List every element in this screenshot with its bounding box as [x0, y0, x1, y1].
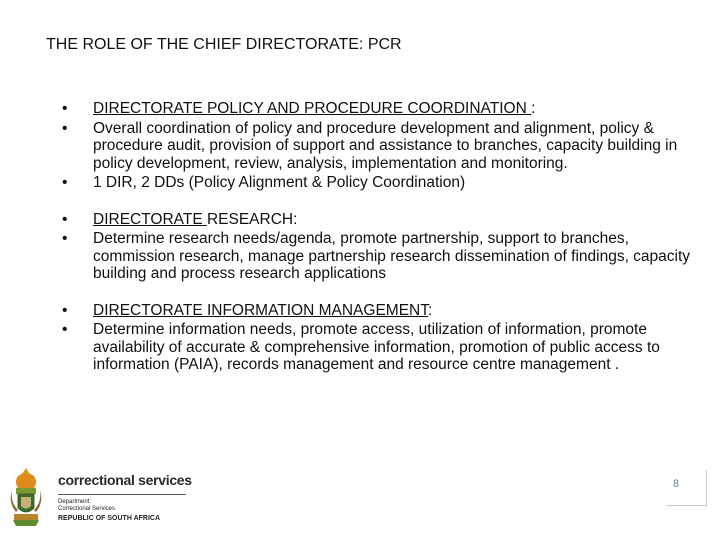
- section-heading: DIRECTORATE POLICY AND PROCEDURE COORDINATION: [93, 100, 532, 117]
- department-line-2: Correctional Services: [58, 506, 116, 512]
- item-text: Determine information needs, promote access, utilization of information, promote availability of accurate & comprehensive information, promotion of public access to information (PAIA), records management and resource centre management .: [93, 321, 660, 373]
- section-information-management: [60, 302, 700, 374]
- department-line-1: Department:: [58, 499, 92, 505]
- bullet: •: [62, 301, 68, 319]
- list-item: [60, 321, 700, 374]
- bullet: •: [62, 174, 68, 191]
- list-item: [60, 100, 700, 118]
- section-heading: DIRECTORATE INFORMATION MANAGEMENT: [93, 301, 428, 319]
- country-label: REPUBLIC OF SOUTH AFRICA: [58, 515, 161, 522]
- page-number: 8: [672, 478, 680, 490]
- list-item: [60, 211, 700, 229]
- bullet: •: [62, 100, 68, 117]
- bullet: •: [62, 321, 68, 338]
- item-text: Determine research needs/agenda, promote partnership, support to branches, commission research, manage partnership research dissemination of findings, capacity building and process research applications: [93, 230, 691, 282]
- item-text: 1 DIR, 2 DDs (Policy Alignment & Policy Coordination): [93, 174, 466, 191]
- list-item: [60, 230, 700, 283]
- list-item: [60, 120, 700, 173]
- slide-title: THE ROLE OF THE CHIEF DIRECTORATE: PCR: [46, 36, 402, 53]
- section-heading-suffix: RESEARCH:: [206, 210, 298, 228]
- bullet: •: [62, 119, 68, 137]
- section-policy: [60, 100, 700, 192]
- brand-name: correctional services: [58, 472, 192, 488]
- department-logo: [6, 462, 206, 532]
- page-number-frame-right: [706, 470, 707, 506]
- section-heading: DIRECTORATE: [93, 210, 207, 228]
- list-item: [60, 302, 700, 320]
- divider: [58, 494, 186, 495]
- section-heading-suffix: :: [531, 100, 536, 117]
- section-research: [60, 211, 700, 283]
- list-item: [60, 174, 700, 192]
- bullet: •: [62, 230, 68, 247]
- item-text: Overall coordination of policy and procedure development and alignment, policy & procedure audit, provision of support and assistance to branches, capacity building in policy development, review, analysis, implementation and monitoring.: [93, 119, 678, 172]
- coat-of-arms-icon: [10, 466, 42, 528]
- page-number-frame-bottom: [666, 505, 706, 506]
- section-heading-suffix: :: [427, 301, 433, 319]
- department-label: [58, 499, 115, 513]
- slide-content: [60, 100, 700, 393]
- bullet: •: [62, 210, 68, 228]
